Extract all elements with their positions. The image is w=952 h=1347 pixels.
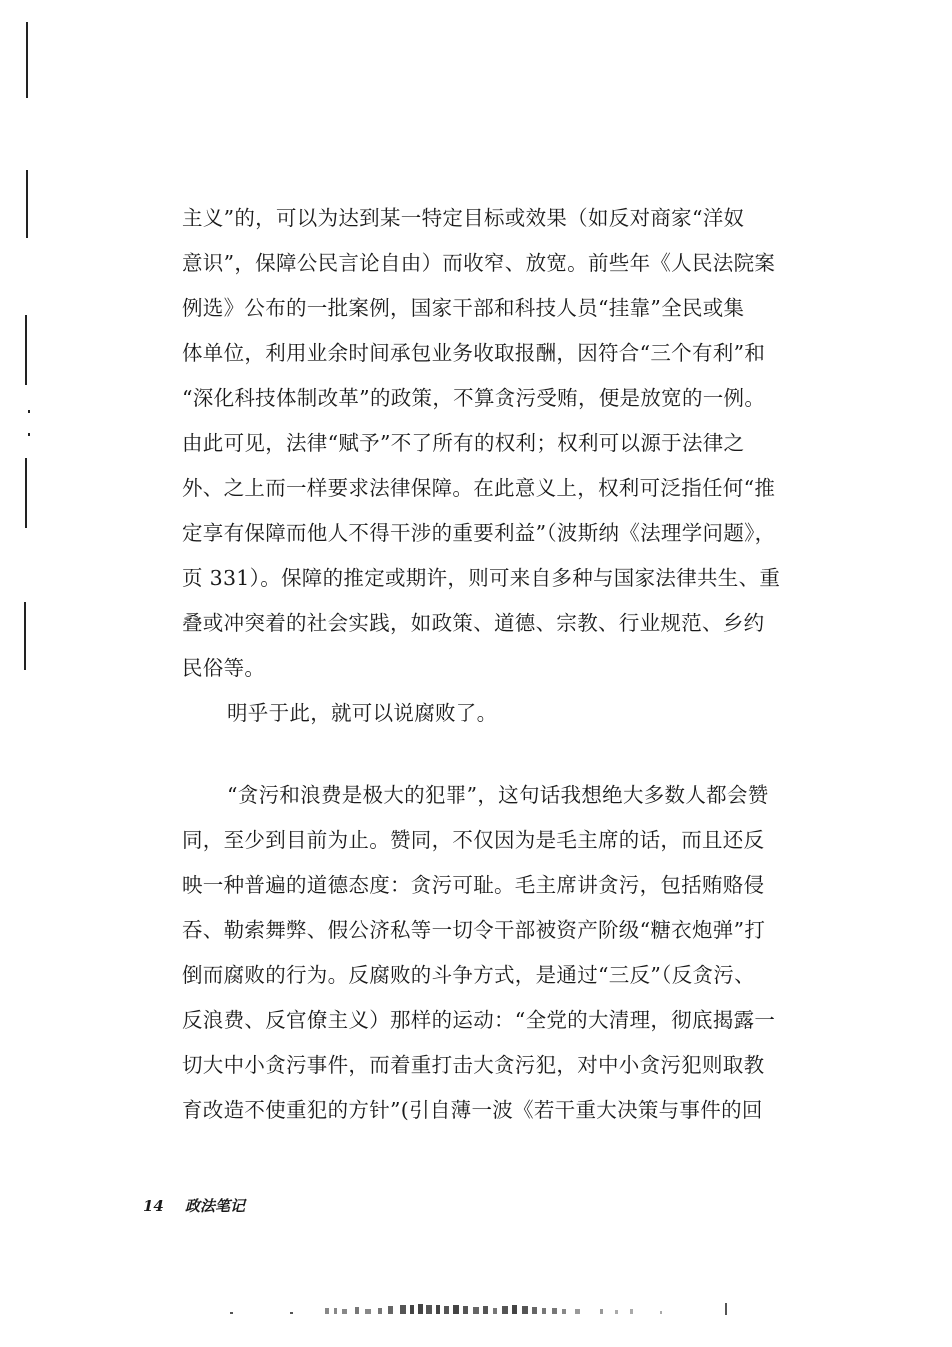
text-line: 吞、勒索舞弊、假公济私等一切令干部被资产阶级“糖衣炮弹”打 <box>182 918 766 942</box>
text-line: 主义”的，可以为达到某一特定目标或效果（如反对商家“洋奴 <box>182 206 745 230</box>
body-text-bottom <box>182 773 822 1133</box>
page-footer <box>143 1193 245 1219</box>
text-line: 由此可见，法律“赋予”不了所有的权利；权利可以源于法律之 <box>182 431 745 455</box>
text-line: “深化科技体制改革”的政策，不算贪污受贿，便是放宽的一例。 <box>182 386 766 410</box>
text-line: 倒而腐败的行为。反腐败的斗争方式，是通过“三反”（反贪污、 <box>182 963 755 987</box>
scan-edge-mark <box>25 458 27 528</box>
page-number: 14 <box>143 1197 164 1215</box>
text-line: 反浪费、反官僚主义）那样的运动：“全党的大清理，彻底揭露一 <box>182 1008 776 1032</box>
text-line: 定享有保障而他人不得干涉的重要利益”（波斯纳《法理学问题》， <box>182 521 776 545</box>
text-line: 切大中小贪污事件，而着重打击大贪污犯，对中小贪污犯则取教 <box>182 1053 765 1077</box>
text-line: 体单位，利用业余时间承包业务收取报酬，因符合“三个有利”和 <box>182 341 766 365</box>
scan-edge-mark <box>26 22 28 98</box>
scan-edge-mark <box>26 170 28 238</box>
body-text-top <box>182 196 822 736</box>
text-line: “贪污和浪费是极大的犯罪”，这句话我想绝大多数人都会赞 <box>227 783 769 807</box>
scan-edge-mark <box>24 602 26 670</box>
text-line: 叠或冲突着的社会实践，如政策、道德、宗教、行业规范、乡约 <box>182 611 765 635</box>
scan-edge-mark <box>28 433 30 436</box>
text-line: 例选》公布的一批案例，国家干部和科技人员“挂靠”全民或集 <box>182 296 745 320</box>
text-line: 民俗等。 <box>182 656 266 680</box>
scan-edge-mark <box>28 410 30 413</box>
scan-noise-strip <box>230 1300 730 1320</box>
text-line: 同，至少到目前为止。赞同，不仅因为是毛主席的话，而且还反 <box>182 828 765 852</box>
scan-edge-mark <box>25 315 27 385</box>
text-line: 外、之上而一样要求法律保障。在此意义上，权利可泛指任何“推 <box>182 476 776 500</box>
book-title: 政法笔记 <box>185 1197 246 1215</box>
text-line: 映一种普遍的道德态度：贪污可耻。毛主席讲贪污，包括贿赂侵 <box>182 873 765 897</box>
text-line: 育改造不使重犯的方针”(引自薄一波《若干重大决策与事件的回 <box>182 1098 763 1122</box>
text-line: 意识”，保障公民言论自由）而收窄、放宽。前些年《人民法院案 <box>182 251 776 275</box>
short-paragraph: 明乎于此，就可以说腐败了。 <box>227 701 498 725</box>
text-line: 页 331）。保障的推定或期许，则可来自多种与国家法律共生、重 <box>182 566 781 590</box>
